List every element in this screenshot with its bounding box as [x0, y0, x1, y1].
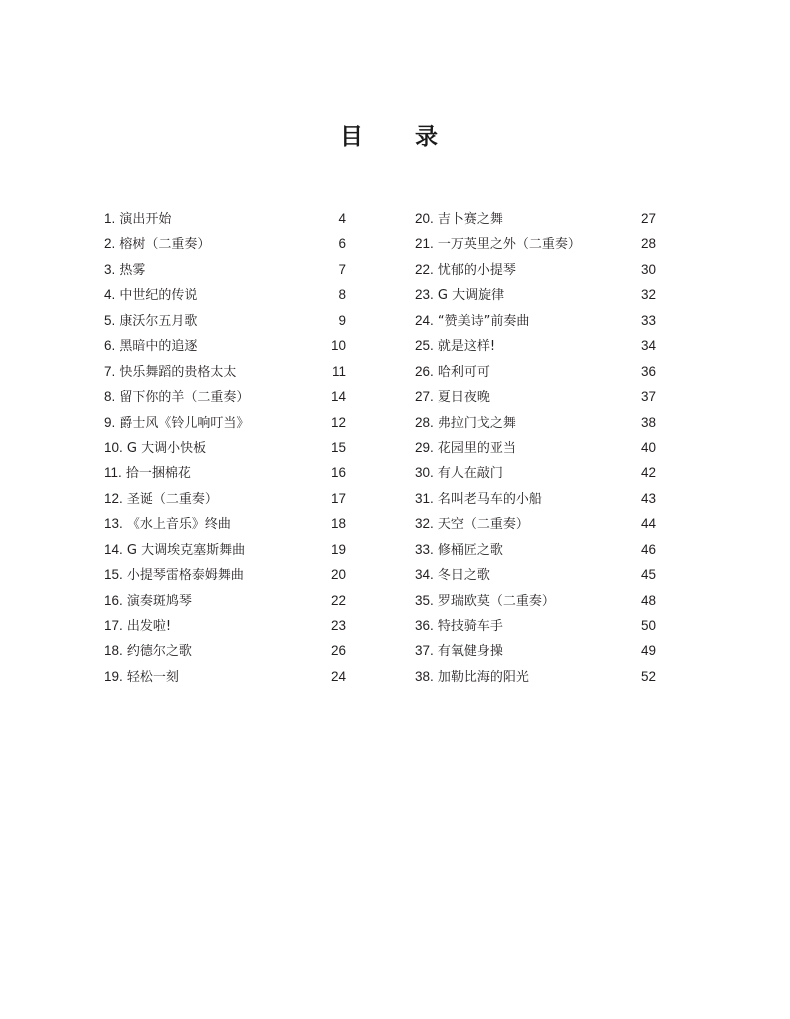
toc-entry-number: 32.: [415, 516, 434, 532]
toc-entry: [415, 539, 656, 564]
toc-entry-label: [104, 666, 179, 689]
toc-entry: [104, 259, 346, 284]
toc-entry: [104, 233, 346, 258]
toc-entry: [104, 208, 346, 233]
toc-entry-label: [415, 513, 529, 536]
toc-entry: [104, 539, 346, 564]
toc-page-number: 6: [338, 236, 346, 252]
toc-entry: [104, 437, 346, 462]
toc-entry-number: 37.: [415, 643, 434, 659]
toc-entry-label: [415, 666, 529, 689]
toc-page-number: 24: [330, 668, 346, 684]
toc-entry-title: 吉卜赛之舞: [437, 212, 503, 227]
toc-entry: [104, 488, 346, 513]
toc-entry-label: [415, 462, 503, 485]
toc-entry-title: 特技骑车手: [437, 619, 503, 634]
toc-entry-title: 花园里的亚当: [437, 440, 516, 456]
toc-entry-number: 31.: [415, 490, 434, 506]
toc-entry: [104, 361, 346, 386]
toc-entry-label: [104, 233, 210, 256]
toc-entry-label: [415, 640, 503, 663]
toc-entry-number: 22.: [415, 261, 434, 277]
toc-entry-label: [415, 590, 555, 613]
toc-entry-label: [415, 615, 503, 638]
toc-entry-label: [104, 564, 244, 587]
toc-entry-label: [415, 412, 516, 435]
toc-entry: [415, 488, 656, 513]
toc-entry-number: 5.: [104, 312, 116, 328]
toc-page-number: 16: [330, 465, 346, 481]
toc-page-number: 7: [338, 261, 346, 277]
toc-entry-number: 8.: [104, 389, 116, 405]
toc-entry-title: 有氧健身操: [437, 644, 503, 660]
toc-entry-title: 哈利可可: [437, 364, 490, 380]
toc-entry-title: 黑暗中的追逐: [119, 339, 198, 355]
toc-entry: [104, 513, 346, 538]
toc-entry-label: [415, 361, 490, 384]
toc-page-number: 33: [640, 312, 656, 328]
toc-entry-number: 1.: [104, 211, 116, 226]
toc-entry-number: 20.: [415, 211, 434, 226]
toc-entry-number: 21.: [415, 236, 434, 252]
toc-entry-number: 36.: [415, 618, 434, 633]
toc-entry-title: G 大调小快板: [126, 440, 207, 456]
toc-entry-number: 29.: [415, 439, 434, 455]
toc-entry-label: [415, 539, 503, 562]
toc-entry-label: [104, 488, 218, 511]
toc-entry-title: 加勒比海的阳光: [437, 669, 529, 685]
toc-entry-number: 19.: [104, 668, 123, 684]
toc-page-number: 11: [331, 363, 346, 379]
toc-entry-number: 30.: [415, 465, 434, 481]
toc-column-right: [415, 208, 656, 691]
toc-entry-title: 一万英里之外（二重奏）: [437, 237, 581, 253]
toc-entry-number: 24.: [415, 312, 434, 328]
toc-entry-label: [104, 513, 231, 536]
toc-entry-label: [415, 208, 503, 231]
toc-entry-number: 16.: [104, 592, 123, 608]
toc-entry-number: 9.: [104, 414, 116, 430]
toc-entry-title: 演出开始: [119, 212, 172, 227]
toc-entry-label: [104, 310, 197, 333]
toc-entry-number: 6.: [104, 338, 116, 354]
toc-entry-title: 出发啦!: [126, 619, 172, 634]
toc-entry-title: 夏日夜晚: [437, 390, 490, 406]
toc-entry-label: [104, 412, 249, 435]
toc-entry-title: 弗拉门戈之舞: [437, 415, 516, 431]
toc-entry-label: [415, 310, 529, 333]
toc-entry-number: 27.: [415, 389, 434, 405]
toc-entry: [415, 640, 656, 665]
toc-entry-title: 忧郁的小提琴: [437, 262, 516, 278]
toc-entry-number: 12.: [104, 490, 123, 506]
toc-page-number: 45: [640, 567, 656, 583]
toc-entry-number: 33.: [415, 541, 434, 557]
toc-page-number: 43: [640, 490, 656, 506]
toc-entry: [415, 310, 656, 335]
toc-entry-title: 罗瑞欧莫（二重奏）: [437, 593, 555, 609]
toc-page-number: 22: [330, 592, 346, 608]
toc-entry-title: “赞美诗”前奏曲: [437, 313, 530, 329]
toc-entry-label: [415, 233, 581, 256]
page-title: 目 录: [339, 123, 460, 150]
toc-entry-title: 快乐舞蹈的贵格太太: [119, 364, 237, 380]
toc-entry-label: [104, 615, 171, 638]
toc-page-number: 30: [640, 261, 656, 277]
toc-entry: [104, 335, 346, 360]
toc-entry: [415, 462, 656, 487]
toc-page-number: 36: [640, 363, 656, 379]
toc-page-number: 9: [338, 312, 346, 328]
toc-entry-label: [104, 386, 249, 409]
toc-entry-title: 圣诞（二重奏）: [126, 491, 218, 507]
toc-entry-title: 爵士风《铃儿响叮当》: [119, 415, 250, 431]
toc-page-number: 4: [338, 211, 346, 226]
toc-entry-label: [104, 335, 197, 358]
toc-entry-title: G 大调埃克塞斯舞曲: [126, 542, 246, 558]
toc-entry: [415, 437, 656, 462]
toc-page-number: 14: [330, 389, 346, 405]
toc-entry: [415, 233, 656, 258]
toc-entry-number: 34.: [415, 567, 434, 583]
toc-entry-label: [104, 539, 245, 562]
toc-page-number: 46: [640, 541, 656, 557]
toc-page-number: 34: [640, 338, 656, 354]
toc-entry-label: [104, 259, 145, 282]
toc-entry-number: 15.: [104, 567, 123, 583]
toc-entry-label: [415, 259, 516, 282]
toc-entry-number: 11.: [104, 465, 122, 481]
toc-page-number: 8: [338, 287, 346, 303]
toc-entry: [104, 564, 346, 589]
toc-page-number: 50: [640, 618, 656, 633]
toc-entry-number: 2.: [104, 236, 116, 252]
toc-entry-title: 热雾: [119, 262, 146, 278]
toc-entry-label: [415, 564, 490, 587]
toc-page-number: 32: [640, 287, 656, 303]
toc-entry-label: [104, 437, 206, 460]
toc-entry: [415, 361, 656, 386]
toc-entry: [104, 386, 346, 411]
toc-entry: [415, 284, 656, 309]
toc-page-number: 26: [330, 643, 346, 659]
toc-entry-title: 留下你的羊（二重奏）: [119, 390, 250, 406]
toc-entry: [415, 412, 656, 437]
toc-entry: [415, 386, 656, 411]
toc-entry-title: 《水上音乐》终曲: [126, 517, 231, 533]
toc-entry-title: 冬日之歌: [437, 568, 490, 584]
toc-entry-title: 拾一捆棉花: [125, 466, 191, 482]
toc-entry: [415, 590, 656, 615]
toc-entry: [104, 640, 346, 665]
toc-entry-title: 修桶匠之歌: [437, 542, 503, 558]
toc-entry-number: 7.: [104, 363, 116, 379]
toc-column-left: [104, 208, 346, 691]
toc-page-number: 38: [640, 414, 656, 430]
toc-entry-number: 14.: [104, 541, 123, 557]
toc-page-number: 44: [640, 516, 656, 532]
toc-page-number: 15: [330, 439, 346, 455]
toc-entry-title: 中世纪的传说: [119, 288, 198, 304]
toc-entry-label: [104, 361, 236, 384]
toc-entry: [415, 513, 656, 538]
toc-entry-number: 25.: [415, 338, 434, 354]
toc-entry-number: 3.: [104, 261, 116, 277]
toc-entry-title: 小提琴雷格泰姆舞曲: [126, 568, 244, 584]
toc-entry-title: 天空（二重奏）: [437, 517, 529, 533]
toc-entry: [104, 284, 346, 309]
toc-entry-label: [104, 590, 192, 613]
toc-page-number: 19: [330, 541, 346, 557]
toc-entry: [415, 259, 656, 284]
toc-entry-title: 康沃尔五月歌: [119, 313, 198, 329]
toc-entry-number: 28.: [415, 414, 434, 430]
toc-entry-label: [415, 335, 495, 358]
toc-entry-label: [104, 462, 191, 485]
toc-entry-label: [415, 437, 516, 460]
toc-page-number: 42: [640, 465, 656, 481]
toc-page-number: 52: [640, 668, 656, 684]
toc-entry-number: 35.: [415, 592, 434, 608]
toc-entry: [415, 615, 656, 640]
toc-page-number: 48: [640, 592, 656, 608]
toc-page-number: 49: [640, 643, 656, 659]
toc-entry-label: [104, 284, 197, 307]
toc-page-number: 17: [330, 490, 346, 506]
toc-entry-number: 10.: [104, 439, 123, 455]
toc-page-number: 37: [640, 389, 656, 405]
toc-entry-title: 有人在敲门: [437, 466, 503, 482]
toc-entry-title: G 大调旋律: [437, 288, 505, 304]
toc-entry: [415, 208, 656, 233]
toc-entry-title: 约德尔之歌: [126, 644, 192, 660]
toc-entry: [415, 564, 656, 589]
toc-entry-number: 23.: [415, 287, 434, 303]
toc-entry-number: 18.: [104, 643, 123, 659]
toc-page-number: 40: [640, 439, 656, 455]
toc-entry-label: [415, 488, 542, 511]
toc-entry: [415, 335, 656, 360]
toc-entry-title: 演奏斑鸠琴: [126, 593, 192, 609]
toc-entry-label: [415, 386, 490, 409]
toc-entry-number: 38.: [415, 668, 434, 684]
toc-entry: [104, 462, 346, 487]
toc-page-number: 23: [330, 618, 346, 633]
toc-entry-number: 17.: [104, 618, 123, 633]
toc-entry-title: 就是这样!: [437, 339, 496, 355]
toc-page-number: 18: [330, 516, 346, 532]
toc-entry: [104, 615, 346, 640]
toc-page-number: 10: [330, 338, 346, 354]
toc-entry: [104, 310, 346, 335]
toc-entry-number: 4.: [104, 287, 116, 303]
toc-entry: [104, 590, 346, 615]
toc-entry: [415, 666, 656, 691]
toc-page-number: 28: [640, 236, 656, 252]
toc-entry-label: [104, 640, 192, 663]
toc-entry-title: 榕树（二重奏）: [119, 237, 211, 253]
toc-entry-number: 13.: [104, 516, 123, 532]
toc-page-number: 12: [330, 414, 346, 430]
toc-entry-title: 轻松一刻: [126, 669, 179, 685]
toc-entry: [104, 412, 346, 437]
toc-entry-label: [104, 208, 171, 231]
toc-entry-title: 名叫老马车的小船: [437, 491, 542, 507]
toc-entry-number: 26.: [415, 363, 434, 379]
toc-entry-label: [415, 284, 504, 307]
toc-entry: [104, 666, 346, 691]
toc-page-number: 20: [330, 567, 346, 583]
toc-page-number: 27: [640, 211, 656, 226]
